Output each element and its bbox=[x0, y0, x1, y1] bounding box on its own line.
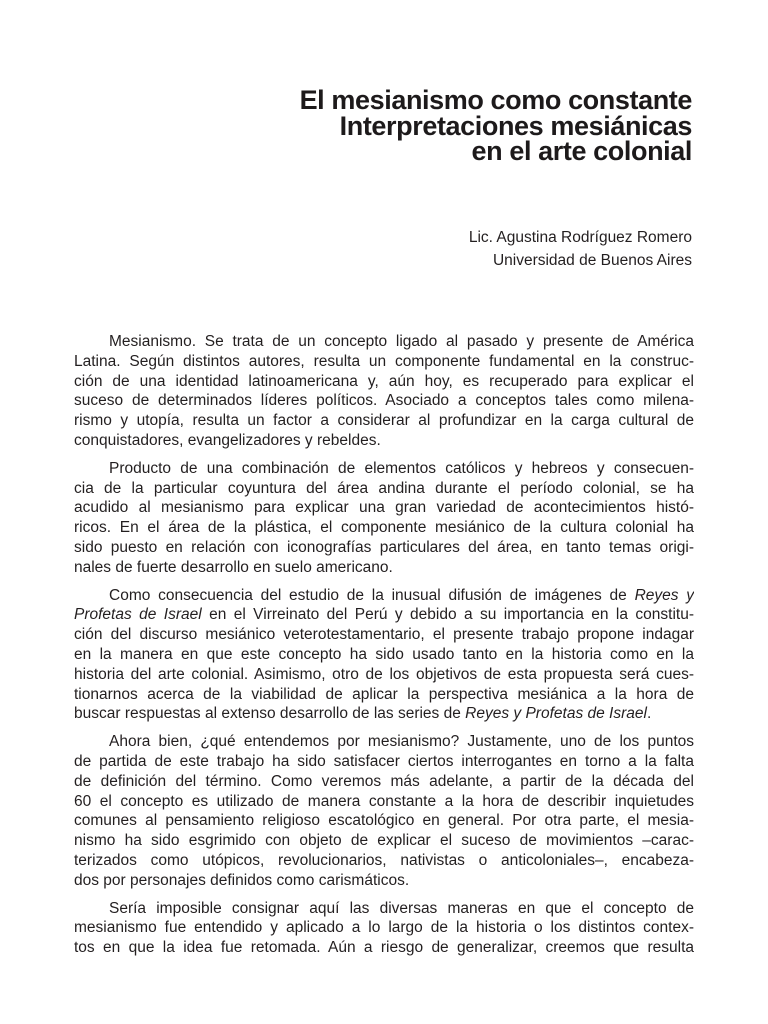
text-line: nales de fuerte desarrollo en suelo americano. bbox=[74, 558, 393, 576]
text-line: ricos. En el área de la plástica, el componente mesiánico de la cultura colonial ha bbox=[74, 519, 694, 537]
text-run: Como consecuencia del estudio de la inusual difusión de imágenes de bbox=[109, 586, 627, 604]
text-line: ción de una identidad latinoamericana y, aún hoy, es recuperado para explicar el bbox=[74, 372, 694, 390]
title-line-2: Interpretaciones mesiánicas bbox=[339, 110, 692, 141]
text-line: Latina. Según distintos autores, resulta un componente fundamental en la construc- bbox=[74, 352, 694, 370]
text-line: comunes al pensamiento religioso escatológico en general. Por otra parte, el mesia- bbox=[74, 812, 694, 830]
text-line: cia de la particular coyuntura del área andina durante el período colonial, se ha bbox=[74, 479, 694, 497]
text-line bbox=[74, 605, 694, 625]
article-body bbox=[74, 332, 694, 966]
author-name: Lic. Agustina Rodríguez Romero bbox=[468, 229, 692, 246]
text-run: . bbox=[646, 705, 652, 723]
italic-title: Reyes y bbox=[634, 586, 694, 604]
text-line bbox=[74, 704, 694, 724]
text-line: mesianismo fue entendido y aplicado a lo largo de la historia o los distintos contex- bbox=[74, 919, 694, 937]
text-line: rismo y utopía, resulta un factor a considerar al profundizar en la carga cultural de bbox=[74, 412, 694, 430]
text-line bbox=[74, 586, 694, 606]
text-line: terizados como utópicos, revolucionarios, nativistas o anticoloniales–, encabeza- bbox=[74, 851, 694, 869]
text-line: nismo ha sido esgrimido con objeto de explicar el suceso de movimientos –carac- bbox=[74, 832, 694, 850]
text-line: tos en que la idea fue retomada. Aún a riesgo de generalizar, creemos que resulta bbox=[74, 939, 694, 957]
author-affiliation: Universidad de Buenos Aires bbox=[492, 252, 692, 269]
text-run: en el Virreinato del Perú y debido a su importancia en la constitu- bbox=[209, 606, 694, 624]
italic-title: Reyes y Profetas de Israel bbox=[465, 705, 647, 723]
text-line: de definición del término. Como veremos más adelante, a partir de la década del bbox=[74, 772, 694, 790]
italic-title: Profetas de Israel bbox=[74, 606, 202, 624]
title-line-3: en el arte colonial bbox=[471, 136, 692, 166]
text-line: historia del arte colonial. Asimismo, otro de los objetivos de esta propuesta será cues- bbox=[74, 665, 694, 683]
text-line: dos por personajes definidos como carismáticos. bbox=[74, 871, 410, 889]
paragraph-4 bbox=[74, 732, 694, 890]
text-line: ción del discurso mesiánico veterotestamentario, el presente trabajo propone indagar bbox=[74, 626, 694, 644]
paragraph-1 bbox=[74, 332, 694, 451]
text-line: 60 el concepto es utilizado de manera constante a la hora de describir inquietudes bbox=[74, 792, 694, 810]
text-line: de partida de este trabajo ha sido satisfacer ciertos interrogantes en torno a la falta bbox=[74, 752, 694, 770]
author-block bbox=[469, 226, 692, 272]
text-line: en la manera en que este concepto ha sido usado tanto en la historia como en la bbox=[74, 645, 694, 663]
text-line: Producto de una combinación de elementos católicos y hebreos y consecuen- bbox=[109, 459, 694, 477]
text-line: Mesianismo. Se trata de un concepto ligado al pasado y presente de América bbox=[109, 333, 694, 350]
paragraph-5 bbox=[74, 899, 694, 958]
text-line: Ahora bien, ¿qué entendemos por mesianismo? Justamente, uno de los puntos bbox=[109, 733, 694, 751]
text-line: conquistadores, evangelizadores y rebeldes. bbox=[74, 431, 381, 449]
paragraph-3 bbox=[74, 586, 694, 725]
text-run: buscar respuestas al extenso desarrollo de las series de bbox=[74, 705, 461, 723]
title-line-1: El mesianismo como constante bbox=[299, 85, 692, 115]
paragraph-2 bbox=[74, 459, 694, 578]
text-line: acudido al mesianismo para explicar una gran variedad de acontecimientos histó- bbox=[74, 499, 694, 517]
text-line: tionarnos acerca de la viabilidad de aplicar la perspectiva mesiánica a la hora de bbox=[74, 685, 694, 703]
article-title bbox=[299, 85, 692, 166]
text-line: suceso de determinados líderes políticos. Asociado a conceptos tales como milena- bbox=[74, 392, 694, 410]
text-line: sido puesto en relación con iconografías particulares del área, en tanto temas origi- bbox=[74, 538, 694, 556]
text-line: Sería imposible consignar aquí las diversas maneras en que el concepto de bbox=[109, 899, 694, 917]
